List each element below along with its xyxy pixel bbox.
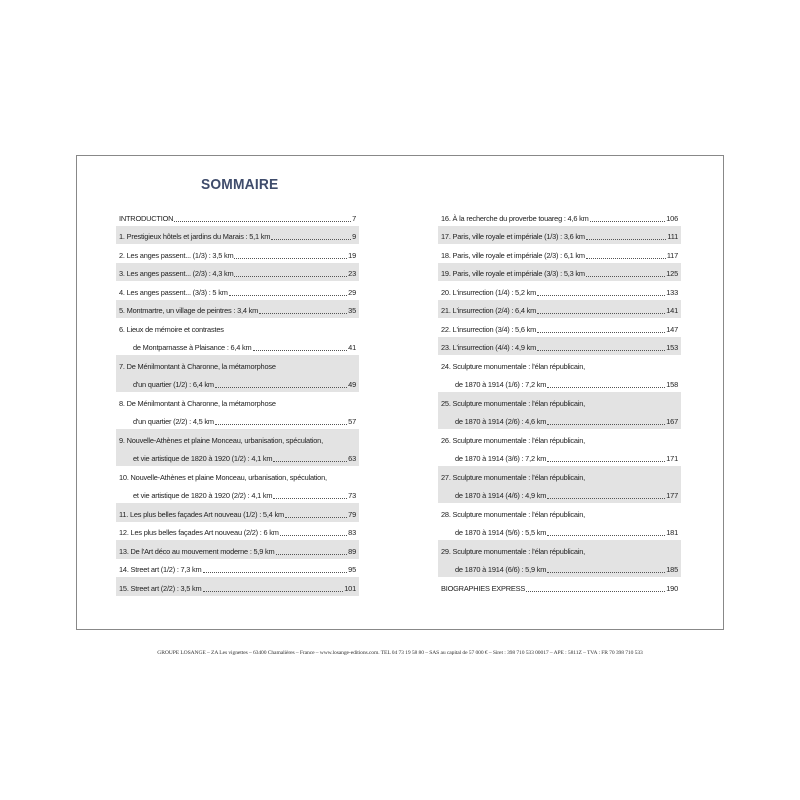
toc-page-number: 190 [666,583,678,593]
toc-line [438,355,681,374]
leader-dots [590,220,666,222]
leader-dots [547,460,665,462]
toc-entry-title: d'un quartier (2/2) : 4,5 km [133,417,214,426]
toc-right-column [438,207,681,596]
toc-entry [438,355,681,392]
toc-line [116,226,359,245]
toc-line [116,355,359,374]
toc-line [438,318,681,337]
toc-line [116,318,359,337]
toc-entry-title: 5. Montmartre, un village de peintres : 3,4 km [119,306,259,315]
toc-line [116,448,359,467]
toc-entry [438,244,681,263]
toc-entry [116,226,359,245]
toc-entry [116,355,359,392]
toc-line [116,503,359,522]
toc-entry-title: de 1870 à 1914 (5/6) : 5,5 km [455,528,547,537]
toc-entry [438,503,681,540]
leader-dots [174,220,351,222]
toc-line [116,466,359,485]
toc-line [116,485,359,504]
toc-entry-title: 2. Les anges passent... (1/3) : 3,5 km [119,250,234,260]
toc-entry-title: 13. De l'Art déco au mouvement moderne : 5,9 km [119,546,275,556]
toc-line [116,522,359,541]
toc-entry [116,281,359,300]
toc-line [116,392,359,411]
leader-dots [526,590,665,592]
leader-dots [273,460,347,462]
toc-entry [438,466,681,503]
leader-dots [547,386,665,388]
toc-page-number: 106 [666,213,678,223]
toc-line [438,300,681,319]
toc-line [116,559,359,578]
leader-dots [273,497,347,499]
toc-line [438,337,681,356]
toc-page-number: 125 [666,269,678,278]
toc-entry [116,577,359,596]
toc-entry-title: 26. Sculpture monumentale : l'élan républicain, [441,435,586,445]
toc-entry-title: 22. L'insurrection (3/4) : 5,6 km [441,324,537,334]
toc-line [438,540,681,559]
toc-entry [438,300,681,319]
toc-line [438,522,681,541]
toc-entry-title: de 1870 à 1914 (2/6) : 4,6 km [455,417,547,426]
toc-entry-title: 7. De Ménilmontant à Charonne, la métamorphose [119,361,276,371]
toc-line [116,207,359,226]
toc-page-number: 153 [666,343,678,352]
toc-page-number: 171 [666,454,678,463]
toc-page-number: 147 [666,324,678,334]
toc-page-number: 49 [348,380,356,389]
leader-dots [203,590,344,592]
toc-entry-title: 28. Sculpture monumentale : l'élan républicain, [441,509,586,519]
toc-entry-title: 17. Paris, ville royale et impériale (1/3) : 3,6 km [441,232,585,241]
toc-entry [438,226,681,245]
toc-page-number: 23 [348,269,356,278]
toc-line [438,485,681,504]
toc-entry-title: 23. L'insurrection (4/4) : 4,9 km [441,343,537,352]
toc-entry-title: et vie artistique de 1820 à 1920 (2/2) : 4,1 km [133,491,273,500]
toc-page-number: 158 [666,380,678,389]
leader-dots [271,238,351,240]
toc-entry-title: BIOGRAPHIES EXPRESS [441,583,526,593]
toc-entry [438,207,681,226]
leader-dots [229,294,348,296]
toc-page-number: 83 [348,528,356,537]
toc-entry [116,207,359,226]
toc-entry-title: 21. L'insurrection (2/4) : 6,4 km [441,306,537,315]
leader-dots [259,312,347,314]
toc-line [438,503,681,522]
toc-page-number: 117 [666,250,678,260]
toc-entry-title: 11. Les plus belles façades Art nouveau (1/2) : 5,4 km [119,509,284,519]
leader-dots [537,331,665,333]
toc-entry [438,281,681,300]
toc-entry [438,337,681,356]
toc-entry-title: 1. Prestigieux hôtels et jardins du Marais : 5,1 km [119,232,271,241]
leader-dots [547,571,665,573]
toc-page-number: 35 [348,306,356,315]
toc-line [116,577,359,596]
leader-dots [586,238,667,240]
toc-entry-title: 10. Nouvelle-Athènes et plaine Monceau, urbanisation, spéculation, [119,472,327,482]
toc-line [438,466,681,485]
toc-page-number: 141 [666,306,678,315]
leader-dots [203,571,348,573]
leader-dots [253,349,348,351]
toc-entry [438,540,681,577]
toc-entry-title: 24. Sculpture monumentale : l'élan républicain, [441,361,586,371]
toc-line [438,244,681,263]
toc-left-column [116,207,359,596]
toc-page-number: 41 [348,343,356,352]
toc-entry [438,263,681,282]
toc-page-number: 29 [348,287,356,297]
toc-line [116,263,359,282]
toc-page-number: 95 [348,565,356,574]
leader-dots [537,312,665,314]
page-title: SOMMAIRE [201,176,279,193]
toc-entry [116,522,359,541]
toc-entry-title: de 1870 à 1914 (3/6) : 7,2 km [455,454,547,463]
leader-dots [586,257,666,259]
toc-entry-title: 9. Nouvelle-Athènes et plaine Monceau, urbanisation, spéculation, [119,435,323,445]
toc-entry [116,318,359,355]
toc-entry-title: 25. Sculpture monumentale : l'élan républicain, [441,398,586,408]
toc-entry-title: d'un quartier (1/2) : 6,4 km [133,380,214,389]
leader-dots [537,349,665,351]
leader-dots [215,386,347,388]
toc-entry [116,300,359,319]
toc-line [116,300,359,319]
toc-line [116,281,359,300]
toc-page-number: 79 [348,509,356,519]
toc-entry-title: de 1870 à 1914 (4/6) : 4,9 km [455,491,547,500]
leader-dots [215,423,347,425]
toc-entry-title: 14. Street art (1/2) : 7,3 km [119,565,202,574]
toc-page-number: 9 [352,232,356,241]
toc-line [438,411,681,430]
toc-entry-title: 4. Les anges passent... (3/3) : 5 km [119,287,228,297]
toc-entry-title: 16. À la recherche du proverbe touareg : 4,6 km [441,213,589,223]
toc-entry-title: 20. L'insurrection (1/4) : 5,2 km [441,287,537,297]
toc-line [438,559,681,578]
toc-entry [116,540,359,559]
toc-line [438,577,681,596]
toc-page-number: 185 [666,565,678,574]
toc-entry-title: de 1870 à 1914 (6/6) : 5,9 km [455,565,547,574]
toc-page-number: 133 [666,287,678,297]
toc-entry [116,559,359,578]
toc-page-number: 181 [666,528,678,537]
leader-dots [586,275,665,277]
toc-entry [116,466,359,503]
toc-page-number: 19 [348,250,356,260]
toc-line [116,374,359,393]
toc-page-number: 167 [666,417,678,426]
toc-line [116,540,359,559]
leader-dots [234,257,347,259]
toc-page-number: 63 [348,454,356,463]
leader-dots [537,294,665,296]
toc-entry-title: 27. Sculpture monumentale : l'élan républicain, [441,472,586,482]
leader-dots [547,423,665,425]
toc-entry-title: de Montparnasse à Plaisance : 6,4 km [133,343,252,352]
toc-page-number: 89 [348,546,356,556]
toc-entry-title: 3. Les anges passent... (2/3) : 4,3 km [119,269,234,278]
toc-entry-title: 12. Les plus belles façades Art nouveau (2/2) : 6 km [119,528,279,537]
toc-entry [116,263,359,282]
publisher-footer: GROUPE LOSANGE – ZA Les vignettes – 63400 Chamalières – France – www.losange-editions.com. TEL 04 73 19 58 80 – SAS au capital de 57 000 € – Siret : 398 710 533 00017 – APE : 5811Z – TVA : FR 70 398 710 533 [157,650,643,656]
toc-entry [116,503,359,522]
leader-dots [280,534,347,536]
toc-line [438,392,681,411]
toc-page-number: 7 [352,213,356,223]
leader-dots [276,553,348,555]
toc-line [116,337,359,356]
toc-line [116,429,359,448]
toc-entry [116,392,359,429]
toc-page-number: 57 [348,417,356,426]
toc-entry-title: 8. De Ménilmontant à Charonne, la métamorphose [119,398,276,408]
toc-page-number: 101 [344,583,356,593]
toc-line [438,374,681,393]
toc-entry-title: et vie artistique de 1820 à 1920 (1/2) : 4,1 km [133,454,273,463]
leader-dots [285,516,347,518]
toc-entry [438,392,681,429]
toc-entry-title: 6. Lieux de mémoire et contrastes [119,324,224,334]
toc-line [438,207,681,226]
toc-entry [116,429,359,466]
toc-line [438,429,681,448]
toc-line [116,411,359,430]
toc-line [438,448,681,467]
toc-entry-title: 19. Paris, ville royale et impériale (3/3) : 5,3 km [441,269,585,278]
toc-line [116,244,359,263]
toc-entry [438,318,681,337]
toc-entry-title: 18. Paris, ville royale et impériale (2/3) : 6,1 km [441,250,585,260]
toc-page-number: 111 [667,232,678,241]
leader-dots [234,275,347,277]
toc-line [438,226,681,245]
toc-entry [438,577,681,596]
toc-entry [438,429,681,466]
toc-entry-title: de 1870 à 1914 (1/6) : 7,2 km [455,380,547,389]
toc-line [438,263,681,282]
toc-line [438,281,681,300]
toc-entry-title: 15. Street art (2/2) : 3,5 km [119,583,202,593]
leader-dots [547,497,665,499]
toc-entry-title: 29. Sculpture monumentale : l'élan républicain, [441,546,586,556]
toc-entry-title: INTRODUCTION [119,213,174,223]
toc-page-number: 73 [348,491,356,500]
toc-entry [116,244,359,263]
leader-dots [547,534,665,536]
toc-page-number: 177 [666,491,678,500]
